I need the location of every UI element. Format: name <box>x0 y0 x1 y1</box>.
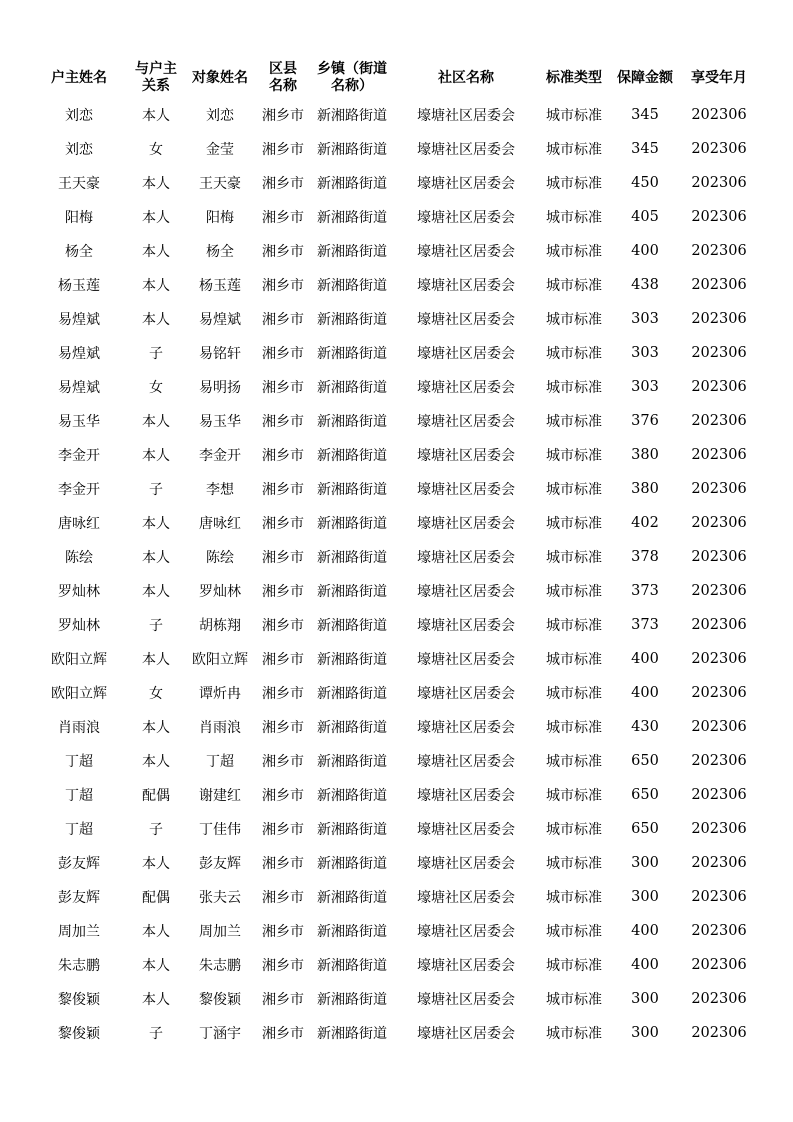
cell-township: 新湘路街道 <box>317 720 387 736</box>
cell-standard-type: 城市标准 <box>546 482 602 498</box>
cell-township: 新湘路街道 <box>317 890 387 906</box>
cell-standard-type: 城市标准 <box>546 108 602 124</box>
cell-amount: 650 <box>631 753 659 769</box>
cell-relation: 本人 <box>142 210 170 226</box>
cell-amount: 400 <box>631 957 659 973</box>
cell-standard-type: 城市标准 <box>546 210 602 226</box>
cell-amount: 373 <box>631 617 659 633</box>
cell-county: 湘乡市 <box>262 958 304 974</box>
cell-amount: 400 <box>631 685 659 701</box>
column-header-standard-type: 标准类型 <box>546 69 602 86</box>
cell-month: 202306 <box>691 855 747 871</box>
cell-standard-type: 城市标准 <box>546 584 602 600</box>
cell-month: 202306 <box>691 583 747 599</box>
table-header-row <box>30 58 758 98</box>
cell-county: 湘乡市 <box>262 108 304 124</box>
cell-county: 湘乡市 <box>262 856 304 872</box>
cell-head-name: 易玉华 <box>58 414 100 430</box>
cell-amount: 650 <box>631 787 659 803</box>
cell-month: 202306 <box>691 379 747 395</box>
cell-amount: 300 <box>631 855 659 871</box>
cell-relation: 子 <box>149 482 163 498</box>
cell-person-name: 杨全 <box>206 244 234 260</box>
table-row <box>30 540 758 574</box>
cell-township: 新湘路街道 <box>317 754 387 770</box>
cell-community: 壕塘社区居委会 <box>417 686 515 702</box>
cell-person-name: 罗灿林 <box>199 584 241 600</box>
cell-standard-type: 城市标准 <box>546 312 602 328</box>
table-row <box>30 370 758 404</box>
cell-community: 壕塘社区居委会 <box>417 788 515 804</box>
table-row <box>30 472 758 506</box>
cell-head-name: 肖雨浪 <box>58 720 100 736</box>
table-row <box>30 132 758 166</box>
cell-relation: 子 <box>149 1026 163 1042</box>
cell-relation: 本人 <box>142 924 170 940</box>
cell-head-name: 朱志鹏 <box>58 958 100 974</box>
cell-person-name: 李想 <box>206 482 234 498</box>
cell-month: 202306 <box>691 141 747 157</box>
cell-relation: 女 <box>149 142 163 158</box>
cell-township: 新湘路街道 <box>317 992 387 1008</box>
cell-amount: 378 <box>631 549 659 565</box>
cell-amount: 405 <box>631 209 659 225</box>
cell-relation: 子 <box>149 822 163 838</box>
cell-township: 新湘路街道 <box>317 414 387 430</box>
cell-relation: 本人 <box>142 856 170 872</box>
cell-person-name: 丁佳伟 <box>199 822 241 838</box>
table-row <box>30 1016 758 1050</box>
cell-standard-type: 城市标准 <box>546 720 602 736</box>
cell-month: 202306 <box>691 787 747 803</box>
cell-person-name: 李金开 <box>199 448 241 464</box>
cell-standard-type: 城市标准 <box>546 652 602 668</box>
cell-standard-type: 城市标准 <box>546 1026 602 1042</box>
cell-month: 202306 <box>691 209 747 225</box>
cell-amount: 650 <box>631 821 659 837</box>
column-header-amount: 保障金额 <box>617 69 673 86</box>
cell-relation: 本人 <box>142 652 170 668</box>
cell-month: 202306 <box>691 515 747 531</box>
cell-township: 新湘路街道 <box>317 448 387 464</box>
column-header-relation: 与户主 关系 <box>135 61 177 94</box>
table-row <box>30 608 758 642</box>
cell-community: 壕塘社区居委会 <box>417 890 515 906</box>
cell-county: 湘乡市 <box>262 584 304 600</box>
cell-township: 新湘路街道 <box>317 584 387 600</box>
cell-county: 湘乡市 <box>262 380 304 396</box>
cell-county: 湘乡市 <box>262 278 304 294</box>
cell-person-name: 肖雨浪 <box>199 720 241 736</box>
cell-township: 新湘路街道 <box>317 482 387 498</box>
cell-township: 新湘路街道 <box>317 550 387 566</box>
cell-head-name: 黎俊颖 <box>58 1026 100 1042</box>
cell-person-name: 易铭轩 <box>199 346 241 362</box>
cell-head-name: 丁超 <box>65 822 93 838</box>
table-row <box>30 846 758 880</box>
cell-amount: 345 <box>631 107 659 123</box>
cell-head-name: 罗灿林 <box>58 584 100 600</box>
table-row <box>30 166 758 200</box>
cell-township: 新湘路街道 <box>317 210 387 226</box>
cell-relation: 本人 <box>142 278 170 294</box>
cell-county: 湘乡市 <box>262 822 304 838</box>
cell-head-name: 欧阳立辉 <box>51 686 107 702</box>
cell-head-name: 刘恋 <box>65 142 93 158</box>
cell-amount: 402 <box>631 515 659 531</box>
cell-person-name: 张夫云 <box>199 890 241 906</box>
cell-person-name: 丁超 <box>206 754 234 770</box>
cell-person-name: 陈绘 <box>206 550 234 566</box>
cell-month: 202306 <box>691 617 747 633</box>
cell-relation: 本人 <box>142 754 170 770</box>
cell-standard-type: 城市标准 <box>546 278 602 294</box>
cell-community: 壕塘社区居委会 <box>417 176 515 192</box>
cell-township: 新湘路街道 <box>317 278 387 294</box>
cell-county: 湘乡市 <box>262 1026 304 1042</box>
cell-month: 202306 <box>691 175 747 191</box>
table-body <box>30 98 758 1050</box>
cell-township: 新湘路街道 <box>317 312 387 328</box>
cell-amount: 400 <box>631 243 659 259</box>
cell-month: 202306 <box>691 243 747 259</box>
cell-community: 壕塘社区居委会 <box>417 448 515 464</box>
cell-person-name: 王天豪 <box>199 176 241 192</box>
cell-person-name: 谢建红 <box>199 788 241 804</box>
cell-month: 202306 <box>691 549 747 565</box>
cell-month: 202306 <box>691 277 747 293</box>
table-row <box>30 948 758 982</box>
cell-township: 新湘路街道 <box>317 516 387 532</box>
cell-county: 湘乡市 <box>262 210 304 226</box>
cell-month: 202306 <box>691 821 747 837</box>
cell-head-name: 丁超 <box>65 788 93 804</box>
cell-month: 202306 <box>691 413 747 429</box>
cell-standard-type: 城市标准 <box>546 924 602 940</box>
cell-relation: 本人 <box>142 312 170 328</box>
table-row <box>30 778 758 812</box>
cell-county: 湘乡市 <box>262 448 304 464</box>
cell-head-name: 丁超 <box>65 754 93 770</box>
column-header-head-name: 户主姓名 <box>51 69 107 86</box>
cell-community: 壕塘社区居委会 <box>417 652 515 668</box>
table-row <box>30 914 758 948</box>
cell-head-name: 李金开 <box>58 482 100 498</box>
table-row <box>30 438 758 472</box>
cell-community: 壕塘社区居委会 <box>417 142 515 158</box>
cell-relation: 本人 <box>142 414 170 430</box>
cell-township: 新湘路街道 <box>317 686 387 702</box>
cell-standard-type: 城市标准 <box>546 856 602 872</box>
cell-head-name: 陈绘 <box>65 550 93 566</box>
cell-community: 壕塘社区居委会 <box>417 992 515 1008</box>
cell-community: 壕塘社区居委会 <box>417 414 515 430</box>
cell-standard-type: 城市标准 <box>546 448 602 464</box>
cell-relation: 本人 <box>142 992 170 1008</box>
cell-amount: 450 <box>631 175 659 191</box>
column-header-month: 享受年月 <box>691 69 747 86</box>
cell-community: 壕塘社区居委会 <box>417 958 515 974</box>
cell-amount: 303 <box>631 311 659 327</box>
cell-month: 202306 <box>691 685 747 701</box>
cell-month: 202306 <box>691 481 747 497</box>
cell-relation: 女 <box>149 686 163 702</box>
cell-county: 湘乡市 <box>262 652 304 668</box>
cell-community: 壕塘社区居委会 <box>417 244 515 260</box>
table-row <box>30 268 758 302</box>
cell-county: 湘乡市 <box>262 686 304 702</box>
table-row <box>30 200 758 234</box>
cell-township: 新湘路街道 <box>317 142 387 158</box>
cell-county: 湘乡市 <box>262 788 304 804</box>
cell-head-name: 周加兰 <box>58 924 100 940</box>
cell-amount: 300 <box>631 889 659 905</box>
cell-amount: 400 <box>631 923 659 939</box>
cell-county: 湘乡市 <box>262 176 304 192</box>
cell-county: 湘乡市 <box>262 414 304 430</box>
cell-head-name: 彭友辉 <box>58 856 100 872</box>
cell-month: 202306 <box>691 345 747 361</box>
cell-community: 壕塘社区居委会 <box>417 278 515 294</box>
cell-township: 新湘路街道 <box>317 924 387 940</box>
cell-community: 壕塘社区居委会 <box>417 822 515 838</box>
table-row <box>30 302 758 336</box>
cell-community: 壕塘社区居委会 <box>417 856 515 872</box>
cell-county: 湘乡市 <box>262 346 304 362</box>
cell-community: 壕塘社区居委会 <box>417 754 515 770</box>
cell-person-name: 彭友辉 <box>199 856 241 872</box>
cell-community: 壕塘社区居委会 <box>417 516 515 532</box>
cell-head-name: 刘恋 <box>65 108 93 124</box>
cell-standard-type: 城市标准 <box>546 516 602 532</box>
cell-month: 202306 <box>691 719 747 735</box>
table-row <box>30 812 758 846</box>
table-row <box>30 710 758 744</box>
table-row <box>30 744 758 778</box>
cell-community: 壕塘社区居委会 <box>417 482 515 498</box>
table-row <box>30 880 758 914</box>
cell-month: 202306 <box>691 957 747 973</box>
cell-relation: 本人 <box>142 176 170 192</box>
cell-amount: 430 <box>631 719 659 735</box>
cell-standard-type: 城市标准 <box>546 788 602 804</box>
cell-relation: 配偶 <box>142 788 170 804</box>
table-row <box>30 574 758 608</box>
cell-person-name: 黎俊颖 <box>199 992 241 1008</box>
cell-county: 湘乡市 <box>262 142 304 158</box>
cell-relation: 本人 <box>142 550 170 566</box>
cell-relation: 本人 <box>142 516 170 532</box>
cell-person-name: 杨玉莲 <box>199 278 241 294</box>
subsidy-table <box>30 58 758 1050</box>
cell-amount: 380 <box>631 447 659 463</box>
cell-amount: 345 <box>631 141 659 157</box>
table-row <box>30 234 758 268</box>
cell-head-name: 杨玉莲 <box>58 278 100 294</box>
cell-community: 壕塘社区居委会 <box>417 210 515 226</box>
cell-month: 202306 <box>691 447 747 463</box>
cell-township: 新湘路街道 <box>317 176 387 192</box>
cell-community: 壕塘社区居委会 <box>417 584 515 600</box>
cell-community: 壕塘社区居委会 <box>417 550 515 566</box>
cell-township: 新湘路街道 <box>317 652 387 668</box>
table-row <box>30 676 758 710</box>
cell-person-name: 周加兰 <box>199 924 241 940</box>
column-header-person-name: 对象姓名 <box>192 69 248 86</box>
cell-county: 湘乡市 <box>262 550 304 566</box>
cell-month: 202306 <box>691 991 747 1007</box>
cell-standard-type: 城市标准 <box>546 992 602 1008</box>
cell-standard-type: 城市标准 <box>546 414 602 430</box>
cell-township: 新湘路街道 <box>317 1026 387 1042</box>
cell-relation: 本人 <box>142 584 170 600</box>
cell-community: 壕塘社区居委会 <box>417 346 515 362</box>
cell-township: 新湘路街道 <box>317 346 387 362</box>
cell-head-name: 李金开 <box>58 448 100 464</box>
cell-township: 新湘路街道 <box>317 618 387 634</box>
cell-county: 湘乡市 <box>262 482 304 498</box>
cell-township: 新湘路街道 <box>317 856 387 872</box>
cell-community: 壕塘社区居委会 <box>417 720 515 736</box>
cell-head-name: 易煌斌 <box>58 312 100 328</box>
cell-relation: 女 <box>149 380 163 396</box>
cell-head-name: 杨全 <box>65 244 93 260</box>
cell-relation: 本人 <box>142 958 170 974</box>
cell-standard-type: 城市标准 <box>546 380 602 396</box>
cell-head-name: 欧阳立辉 <box>51 652 107 668</box>
cell-head-name: 黎俊颖 <box>58 992 100 1008</box>
cell-month: 202306 <box>691 753 747 769</box>
table-row <box>30 982 758 1016</box>
cell-county: 湘乡市 <box>262 618 304 634</box>
cell-county: 湘乡市 <box>262 992 304 1008</box>
column-header-community: 社区名称 <box>438 69 494 86</box>
cell-relation: 子 <box>149 346 163 362</box>
cell-person-name: 谭炘冉 <box>199 686 241 702</box>
cell-community: 壕塘社区居委会 <box>417 380 515 396</box>
cell-amount: 373 <box>631 583 659 599</box>
cell-standard-type: 城市标准 <box>546 346 602 362</box>
cell-township: 新湘路街道 <box>317 108 387 124</box>
cell-standard-type: 城市标准 <box>546 890 602 906</box>
cell-community: 壕塘社区居委会 <box>417 1026 515 1042</box>
cell-standard-type: 城市标准 <box>546 142 602 158</box>
cell-township: 新湘路街道 <box>317 788 387 804</box>
cell-head-name: 唐咏红 <box>58 516 100 532</box>
cell-county: 湘乡市 <box>262 720 304 736</box>
cell-standard-type: 城市标准 <box>546 244 602 260</box>
cell-township: 新湘路街道 <box>317 958 387 974</box>
cell-month: 202306 <box>691 923 747 939</box>
cell-head-name: 罗灿林 <box>58 618 100 634</box>
cell-amount: 376 <box>631 413 659 429</box>
cell-relation: 本人 <box>142 720 170 736</box>
table-row <box>30 404 758 438</box>
cell-community: 壕塘社区居委会 <box>417 618 515 634</box>
table-row <box>30 336 758 370</box>
cell-person-name: 易煌斌 <box>199 312 241 328</box>
cell-head-name: 王天豪 <box>58 176 100 192</box>
cell-head-name: 阳梅 <box>65 210 93 226</box>
cell-month: 202306 <box>691 651 747 667</box>
cell-amount: 300 <box>631 1025 659 1041</box>
cell-person-name: 易玉华 <box>199 414 241 430</box>
cell-relation: 本人 <box>142 244 170 260</box>
cell-amount: 300 <box>631 991 659 1007</box>
cell-month: 202306 <box>691 107 747 123</box>
cell-person-name: 金莹 <box>206 142 234 158</box>
cell-community: 壕塘社区居委会 <box>417 924 515 940</box>
cell-township: 新湘路街道 <box>317 822 387 838</box>
cell-month: 202306 <box>691 889 747 905</box>
cell-head-name: 彭友辉 <box>58 890 100 906</box>
cell-person-name: 刘恋 <box>206 108 234 124</box>
cell-county: 湘乡市 <box>262 924 304 940</box>
cell-person-name: 朱志鹏 <box>199 958 241 974</box>
cell-community: 壕塘社区居委会 <box>417 108 515 124</box>
cell-community: 壕塘社区居委会 <box>417 312 515 328</box>
cell-township: 新湘路街道 <box>317 380 387 396</box>
cell-standard-type: 城市标准 <box>546 958 602 974</box>
cell-standard-type: 城市标准 <box>546 176 602 192</box>
cell-person-name: 唐咏红 <box>199 516 241 532</box>
cell-person-name: 欧阳立辉 <box>192 652 248 668</box>
cell-amount: 303 <box>631 345 659 361</box>
cell-head-name: 易煌斌 <box>58 380 100 396</box>
cell-amount: 400 <box>631 651 659 667</box>
cell-head-name: 易煌斌 <box>58 346 100 362</box>
cell-person-name: 胡栋翔 <box>199 618 241 634</box>
cell-county: 湘乡市 <box>262 754 304 770</box>
cell-standard-type: 城市标准 <box>546 754 602 770</box>
cell-standard-type: 城市标准 <box>546 686 602 702</box>
cell-month: 202306 <box>691 311 747 327</box>
cell-county: 湘乡市 <box>262 516 304 532</box>
cell-county: 湘乡市 <box>262 890 304 906</box>
cell-standard-type: 城市标准 <box>546 618 602 634</box>
cell-relation: 本人 <box>142 108 170 124</box>
table-row <box>30 98 758 132</box>
cell-standard-type: 城市标准 <box>546 550 602 566</box>
cell-relation: 配偶 <box>142 890 170 906</box>
cell-amount: 303 <box>631 379 659 395</box>
cell-amount: 380 <box>631 481 659 497</box>
cell-amount: 438 <box>631 277 659 293</box>
cell-township: 新湘路街道 <box>317 244 387 260</box>
table-row <box>30 642 758 676</box>
cell-person-name: 阳梅 <box>206 210 234 226</box>
cell-relation: 子 <box>149 618 163 634</box>
column-header-county: 区县 名称 <box>269 61 297 94</box>
cell-county: 湘乡市 <box>262 244 304 260</box>
cell-person-name: 丁涵宇 <box>199 1026 241 1042</box>
cell-county: 湘乡市 <box>262 312 304 328</box>
cell-standard-type: 城市标准 <box>546 822 602 838</box>
cell-person-name: 易明扬 <box>199 380 241 396</box>
cell-relation: 本人 <box>142 448 170 464</box>
column-header-township: 乡镇（街道 名称） <box>317 61 387 94</box>
cell-month: 202306 <box>691 1025 747 1041</box>
table-row <box>30 506 758 540</box>
